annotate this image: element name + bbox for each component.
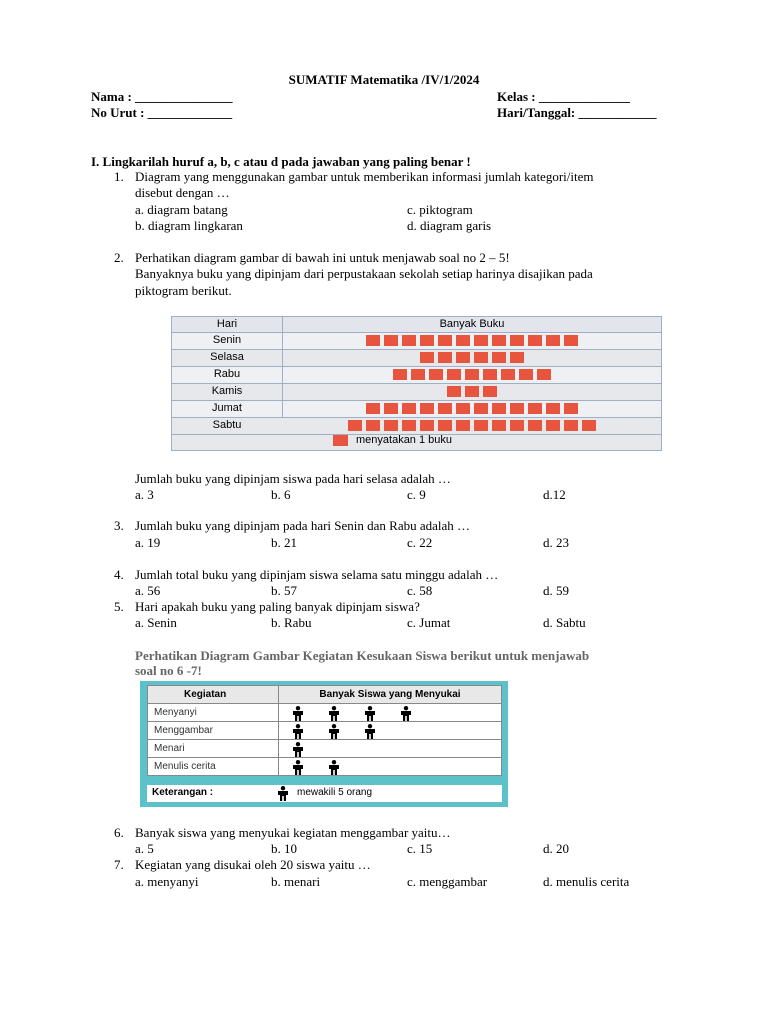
q1-option-c: c. piktogram: [407, 202, 473, 217]
book-square: [366, 403, 380, 414]
q2-option-b: b. 6: [271, 487, 291, 502]
activity-row: [148, 722, 501, 740]
book-square: [492, 403, 506, 414]
day-label: Sabtu: [212, 419, 242, 431]
nama-field: Nama : _______________: [91, 89, 233, 104]
day-label: Selasa: [210, 351, 244, 363]
book-square: [510, 403, 524, 414]
legend-label: Keterangan :: [152, 787, 214, 798]
q5-option-d: d. Sabtu: [543, 615, 586, 630]
book-square: [465, 369, 479, 380]
q1-option-d: d. diagram garis: [407, 218, 492, 233]
book-square: [528, 335, 542, 346]
legend-text: mewakili 5 orang: [297, 787, 373, 798]
book-square: [429, 369, 443, 380]
book-square: [492, 352, 506, 363]
q6-number: 6.: [114, 825, 124, 840]
q2-number: 2.: [114, 250, 124, 265]
q5-text: Hari apakah buku yang paling banyak dipinjam siswa?: [135, 599, 420, 614]
q3-option-b: b. 21: [271, 535, 297, 550]
book-square: [546, 335, 560, 346]
book-square: [420, 352, 434, 363]
pictogram-header-row: [172, 317, 661, 333]
q7-option-a: a. menyanyi: [135, 874, 199, 889]
q2-intro-line1: Perhatikan diagram gambar di bawah ini untuk menjawab soal no 2 – 5!: [135, 250, 510, 265]
q2-intro-line2: Banyaknya buku yang dipinjam dari perpustakaan sekolah setiap harinya disajikan pada: [135, 266, 593, 281]
book-square: [456, 352, 470, 363]
q5-option-a: a. Senin: [135, 615, 177, 630]
book-square: [474, 403, 488, 414]
book-square: [420, 335, 434, 346]
q6-option-c: c. 15: [407, 841, 433, 856]
person-icon: [364, 724, 376, 739]
book-square: [546, 403, 560, 414]
book-square: [384, 335, 398, 346]
q1-option-b: b. diagram lingkaran: [135, 218, 243, 233]
q1-number: 1.: [114, 169, 124, 184]
q1-option-a: a. diagram batang: [135, 202, 228, 217]
q3-option-a: a. 19: [135, 535, 161, 550]
col-banyak-buku: Banyak Buku: [439, 318, 505, 330]
q7-option-d: d. menulis cerita: [543, 874, 630, 889]
q6-option-b: b. 10: [271, 841, 297, 856]
q1-text-line1: Diagram yang menggunakan gambar untuk memberikan informasi jumlah kategori/item: [135, 169, 594, 184]
activity-table: [147, 685, 502, 776]
q6-option-d: d. 20: [543, 841, 569, 856]
book-square: [483, 369, 497, 380]
q1-text-line2: disebut dengan …: [135, 185, 230, 200]
book-square: [483, 386, 497, 397]
book-square: [456, 420, 470, 431]
book-pictogram: [171, 316, 662, 451]
book-square: [564, 403, 578, 414]
person-icon: [292, 742, 304, 757]
book-square: [510, 420, 524, 431]
hari-tanggal-field: Hari/Tanggal: ____________: [497, 105, 657, 120]
q7-number: 7.: [114, 857, 124, 872]
q5-option-b: b. Rabu: [271, 615, 312, 630]
book-square: [438, 352, 452, 363]
book-square: [402, 403, 416, 414]
activity-label: Menggambar: [154, 725, 213, 736]
person-icon: [292, 724, 304, 739]
activity-header-row: [148, 686, 501, 704]
picto2-intro-line2: soal no 6 -7!: [135, 663, 202, 678]
book-square: [546, 420, 560, 431]
pictogram-row-kamis: [172, 384, 661, 401]
q2-option-a: a. 3: [135, 487, 154, 502]
q4-option-d: d. 59: [543, 583, 569, 598]
book-square: [411, 369, 425, 380]
col-kegiatan: Kegiatan: [184, 689, 227, 700]
book-square: [510, 352, 524, 363]
book-legend-square: [333, 435, 348, 446]
q6-option-a: a. 5: [135, 841, 154, 856]
book-square: [402, 335, 416, 346]
book-square: [447, 386, 461, 397]
q3-option-c: c. 22: [407, 535, 433, 550]
q5-number: 5.: [114, 599, 124, 614]
activity-row: [148, 740, 501, 758]
activity-label: Menulis cerita: [154, 761, 216, 772]
activity-row: [148, 704, 501, 722]
person-icon: [400, 706, 412, 721]
q2-option-c: c. 9: [407, 487, 426, 502]
book-square: [420, 403, 434, 414]
q4-number: 4.: [114, 567, 124, 582]
q4-option-c: c. 58: [407, 583, 433, 598]
book-square: [393, 369, 407, 380]
q5-option-c: c. Jumat: [407, 615, 451, 630]
q7-option-b: b. menari: [271, 874, 321, 889]
q6-text: Banyak siswa yang menyukai kegiatan menggambar yaitu…: [135, 825, 451, 840]
q3-option-d: d. 23: [543, 535, 569, 550]
book-square: [564, 335, 578, 346]
pictogram-row-jumat: [172, 401, 661, 418]
book-legend-text: menyatakan 1 buku: [356, 434, 453, 446]
book-square: [384, 403, 398, 414]
book-square: [501, 369, 515, 380]
q4-option-b: b. 57: [271, 583, 297, 598]
person-icon: [328, 724, 340, 739]
picto2-intro-line1: Perhatikan Diagram Gambar Kegiatan Kesukaan Siswa berikut untuk menjawab: [135, 648, 590, 663]
book-square: [438, 335, 452, 346]
book-square: [465, 386, 479, 397]
activity-legend: [147, 785, 502, 802]
kelas-field: Kelas : ______________: [497, 89, 630, 104]
person-icon: [277, 786, 289, 801]
pictogram-row-selasa: [172, 350, 661, 367]
book-square: [366, 335, 380, 346]
book-square: [528, 403, 542, 414]
book-square: [456, 403, 470, 414]
q7-option-c: c. menggambar: [407, 874, 488, 889]
col-hari: Hari: [216, 318, 238, 330]
no-urut-field: No Urut : _____________: [91, 105, 233, 120]
person-icon: [328, 760, 340, 775]
book-square: [366, 420, 380, 431]
activity-label: Menyanyi: [154, 707, 197, 718]
book-square: [582, 420, 596, 431]
book-square: [438, 420, 452, 431]
person-icon: [364, 706, 376, 721]
book-square: [420, 420, 434, 431]
book-square: [537, 369, 551, 380]
book-square: [519, 369, 533, 380]
col-banyak-siswa: Banyak Siswa yang Menyukai: [319, 689, 461, 700]
book-square: [492, 420, 506, 431]
pictogram-row-senin: [172, 333, 661, 350]
book-square: [402, 420, 416, 431]
book-square: [348, 420, 362, 431]
day-label: Senin: [212, 334, 242, 346]
person-icon: [292, 706, 304, 721]
q2-text: Jumlah buku yang dipinjam siswa pada hari selasa adalah …: [135, 471, 451, 486]
section-title: I. Lingkarilah huruf a, b, c atau d pada jawaban yang paling benar !: [91, 154, 471, 169]
book-square: [447, 369, 461, 380]
book-square: [474, 335, 488, 346]
q2-intro-line3: piktogram berikut.: [135, 283, 232, 298]
pictogram-divider: [282, 317, 283, 418]
activity-pictogram: [140, 681, 508, 807]
book-square: [492, 335, 506, 346]
pictogram-row-rabu: [172, 367, 661, 384]
book-square: [564, 420, 578, 431]
q7-text: Kegiatan yang disukai oleh 20 siswa yaitu …: [135, 857, 371, 872]
day-label: Jumat: [212, 402, 242, 414]
activity-divider: [278, 686, 279, 775]
q4-text: Jumlah total buku yang dipinjam siswa selama satu minggu adalah …: [135, 567, 499, 582]
book-square: [456, 335, 470, 346]
book-square: [438, 403, 452, 414]
q3-text: Jumlah buku yang dipinjam pada hari Senin dan Rabu adalah …: [135, 518, 471, 533]
book-square: [384, 420, 398, 431]
book-square: [510, 335, 524, 346]
q4-option-a: a. 56: [135, 583, 161, 598]
q2-option-d: d.12: [543, 487, 566, 502]
book-square: [474, 352, 488, 363]
activity-row: [148, 758, 501, 776]
q3-number: 3.: [114, 518, 124, 533]
person-icon: [292, 760, 304, 775]
pictogram-row-sabtu: [172, 418, 661, 435]
day-label: Rabu: [213, 368, 241, 380]
book-square: [528, 420, 542, 431]
person-icon: [328, 706, 340, 721]
book-square: [474, 420, 488, 431]
page-title: SUMATIF Matematika /IV/1/2024: [288, 72, 480, 87]
activity-label: Menari: [154, 743, 185, 754]
day-label: Kamis: [211, 385, 243, 397]
